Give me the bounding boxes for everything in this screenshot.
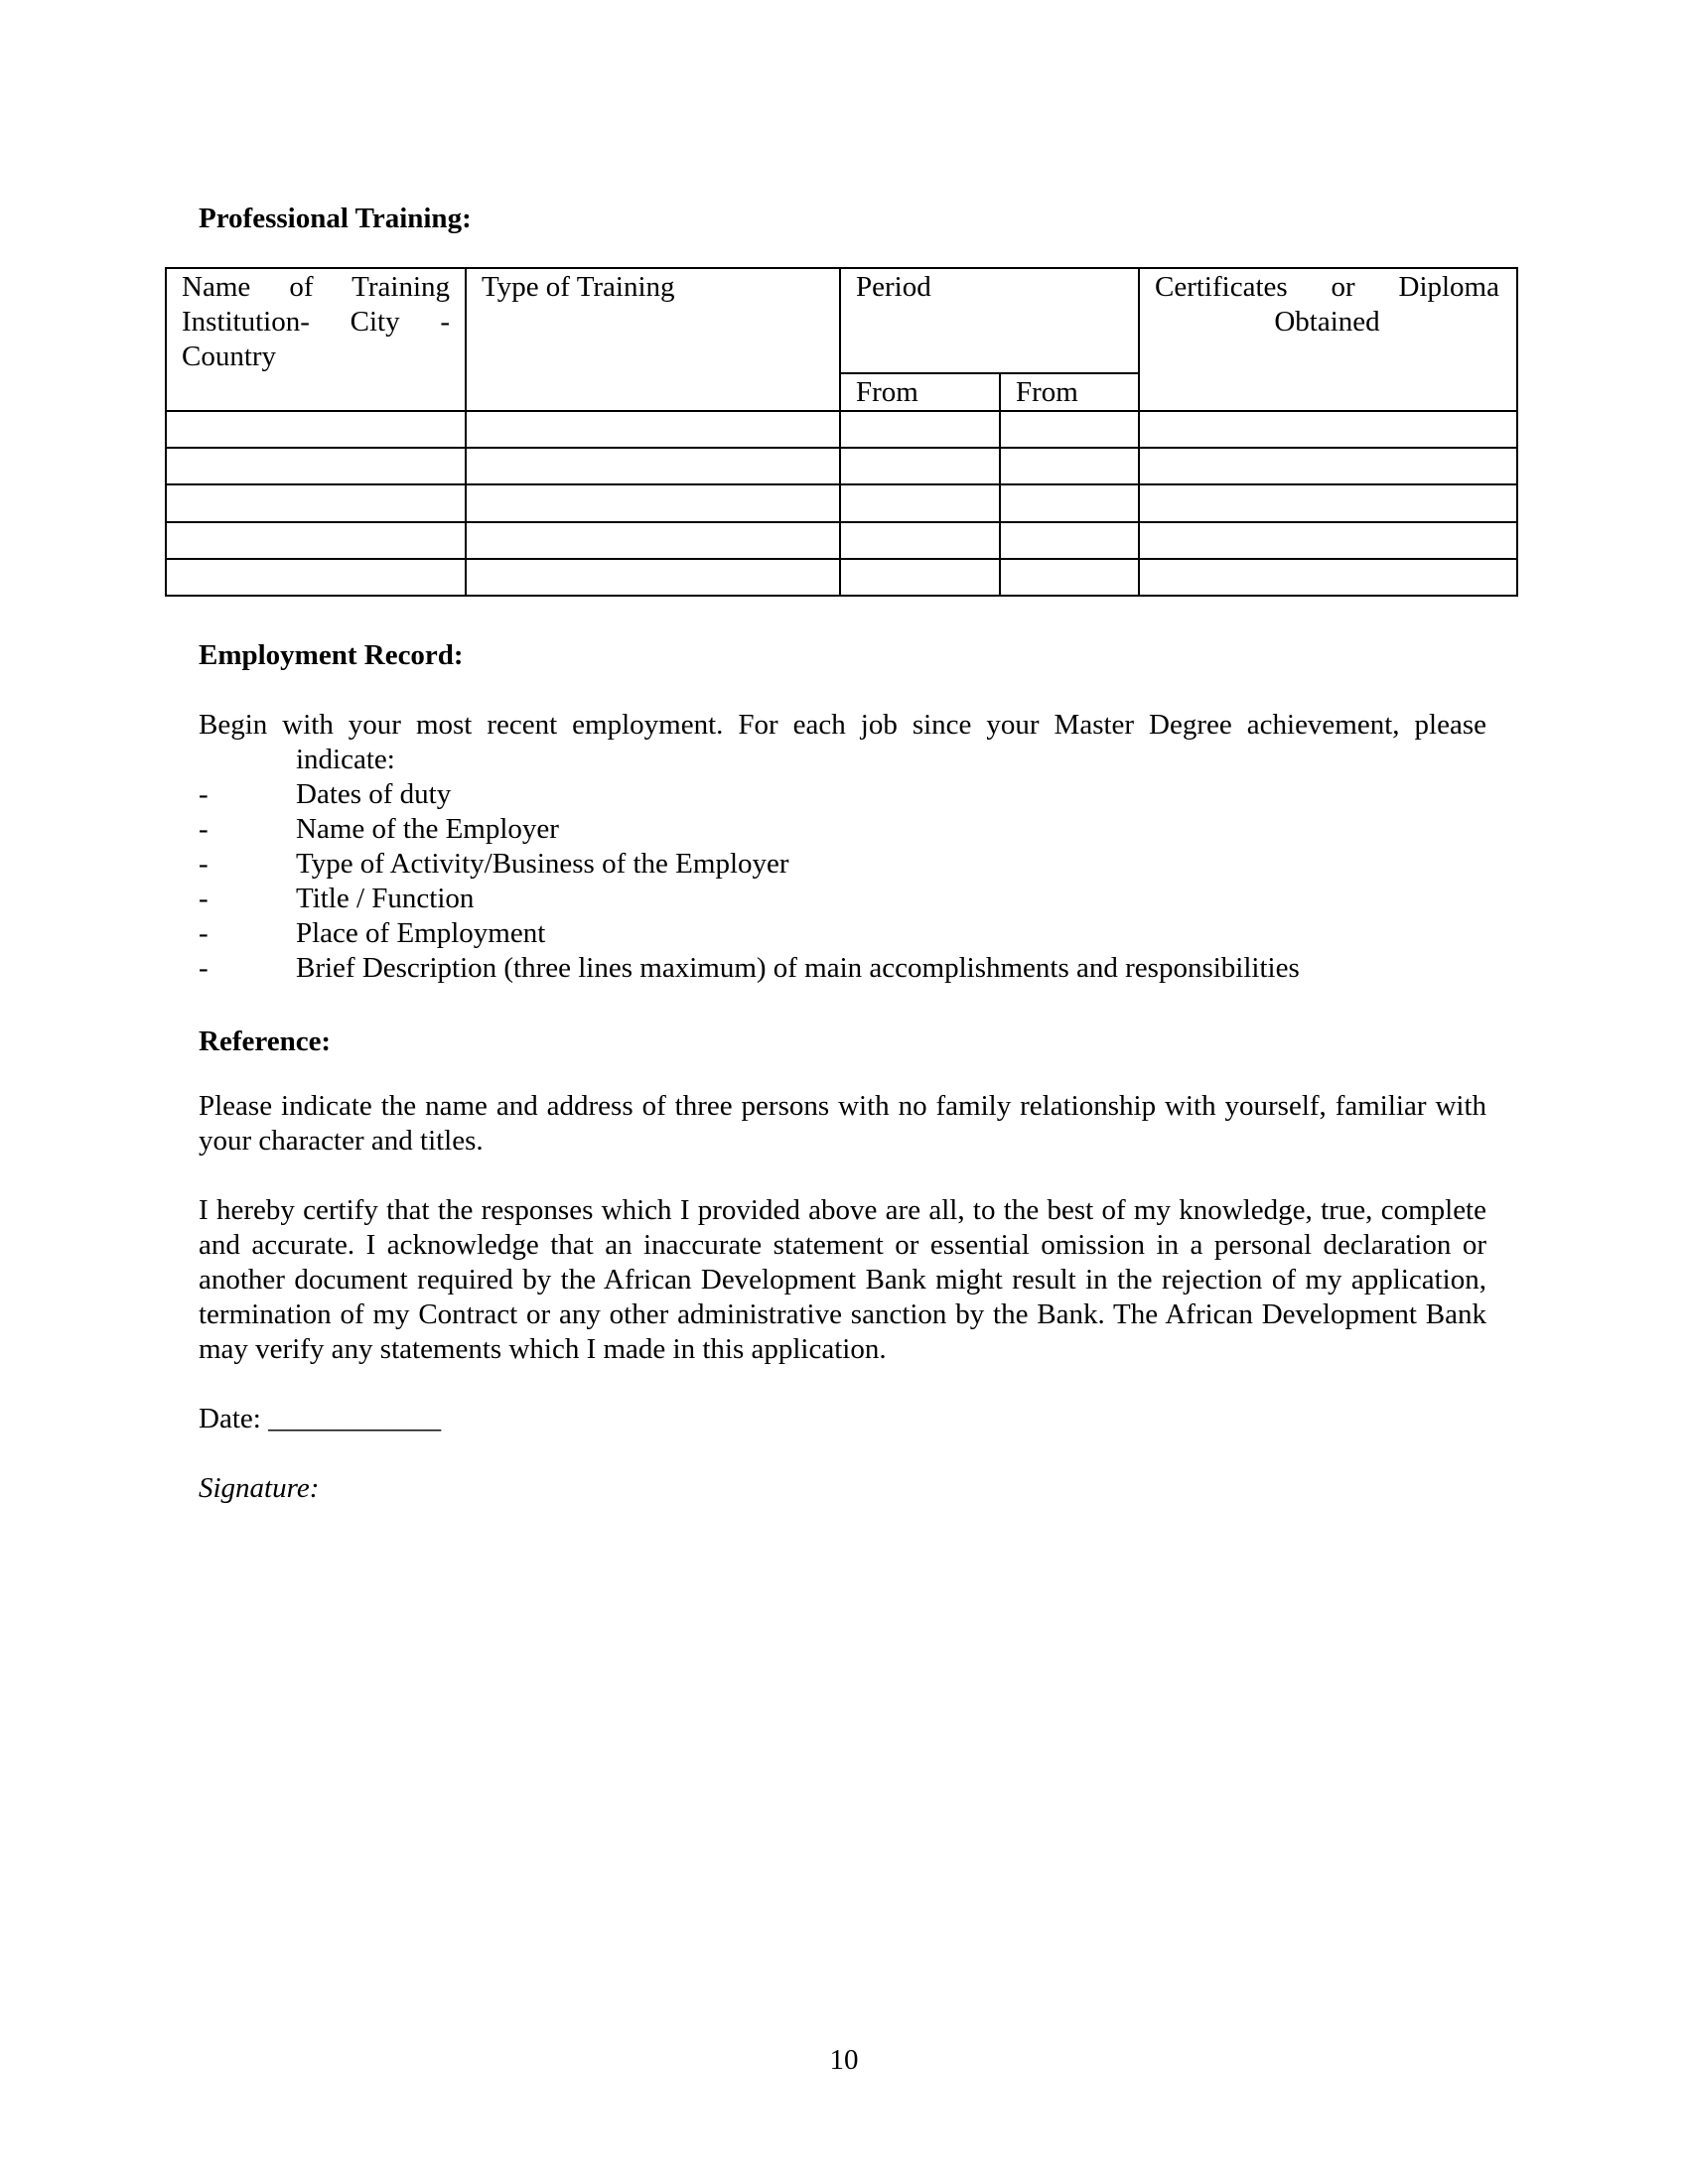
header-period-from-1: From [856,376,918,408]
header-institution-line: Country [182,341,277,372]
header-institution-line: Institution- City - [182,306,450,338]
list-item-text: Type of Activity/Business of the Employer [296,848,789,880]
table-row-line [165,447,1518,449]
date-line [199,1402,441,1436]
signature-label: Signature: [199,1472,320,1504]
header-institution [182,270,450,374]
list-bullet: - [199,848,209,880]
table-border-bottom [165,595,1518,597]
list-item-text: Place of Employment [296,917,546,949]
list-bullet: - [199,883,209,914]
list-bullet: - [199,917,209,949]
reference-text: Please indicate the name and address of three persons with no family relationship with yourself, familiar with your character and titles. [199,1090,1486,1157]
employment-record-heading: Employment Record: [199,639,464,671]
reference-heading: Reference: [199,1025,332,1057]
table-row-line [165,558,1518,560]
table-col-divider [999,372,1001,597]
list-bullet: - [199,778,209,810]
header-certificates [1155,270,1499,340]
table-row-line [165,521,1518,523]
header-period-from-2: From [1016,376,1078,408]
employment-intro-line1: Begin with your most recent employment. For each job since your Master Degree achievement, please [199,709,1486,741]
list-bullet: - [199,813,209,845]
table-header-bottom [165,410,1518,412]
certification-statement: I hereby certify that the responses which I provided above are all, to the best of my knowledge, true, complete and accurate. I acknowledge that an inaccurate statement or essential omission in a personal declaration or another document required by the African Development Bank might result in the rejection of my application, termination of my Contract or any other administrative sanction by the Bank. The African Development Bank may verify any statements which I made in this application. [199,1194,1486,1365]
date-field[interactable]: ____________ [268,1403,442,1434]
table-row-line [165,483,1518,485]
table-col-divider [465,267,467,597]
header-institution-line: Name of Training [182,271,450,303]
list-item-text: Dates of duty [296,778,452,810]
list-item-text: Name of the Employer [296,813,559,845]
employment-intro-line2-text: indicate: [296,744,395,775]
list-bullet: - [199,952,209,984]
page-number: 10 [829,2044,859,2076]
header-certificates-line: Obtained [1274,306,1380,338]
table-col-divider [839,267,841,597]
professional-training-heading: Professional Training: [199,203,472,234]
list-item-text: Title / Function [296,883,475,914]
table-border-left [165,267,167,597]
header-period: Period [856,271,931,303]
table-col-divider [1138,267,1140,597]
table-period-subdivider [840,372,1139,374]
date-label: Date: [199,1403,261,1434]
table-border-top [165,267,1518,269]
list-item-text: Brief Description (three lines maximum) of main accomplishments and responsibilities [296,952,1300,984]
table-border-right [1516,267,1518,597]
header-type-of-training: Type of Training [482,271,675,303]
header-certificates-line: Certificates or Diploma [1155,271,1499,303]
